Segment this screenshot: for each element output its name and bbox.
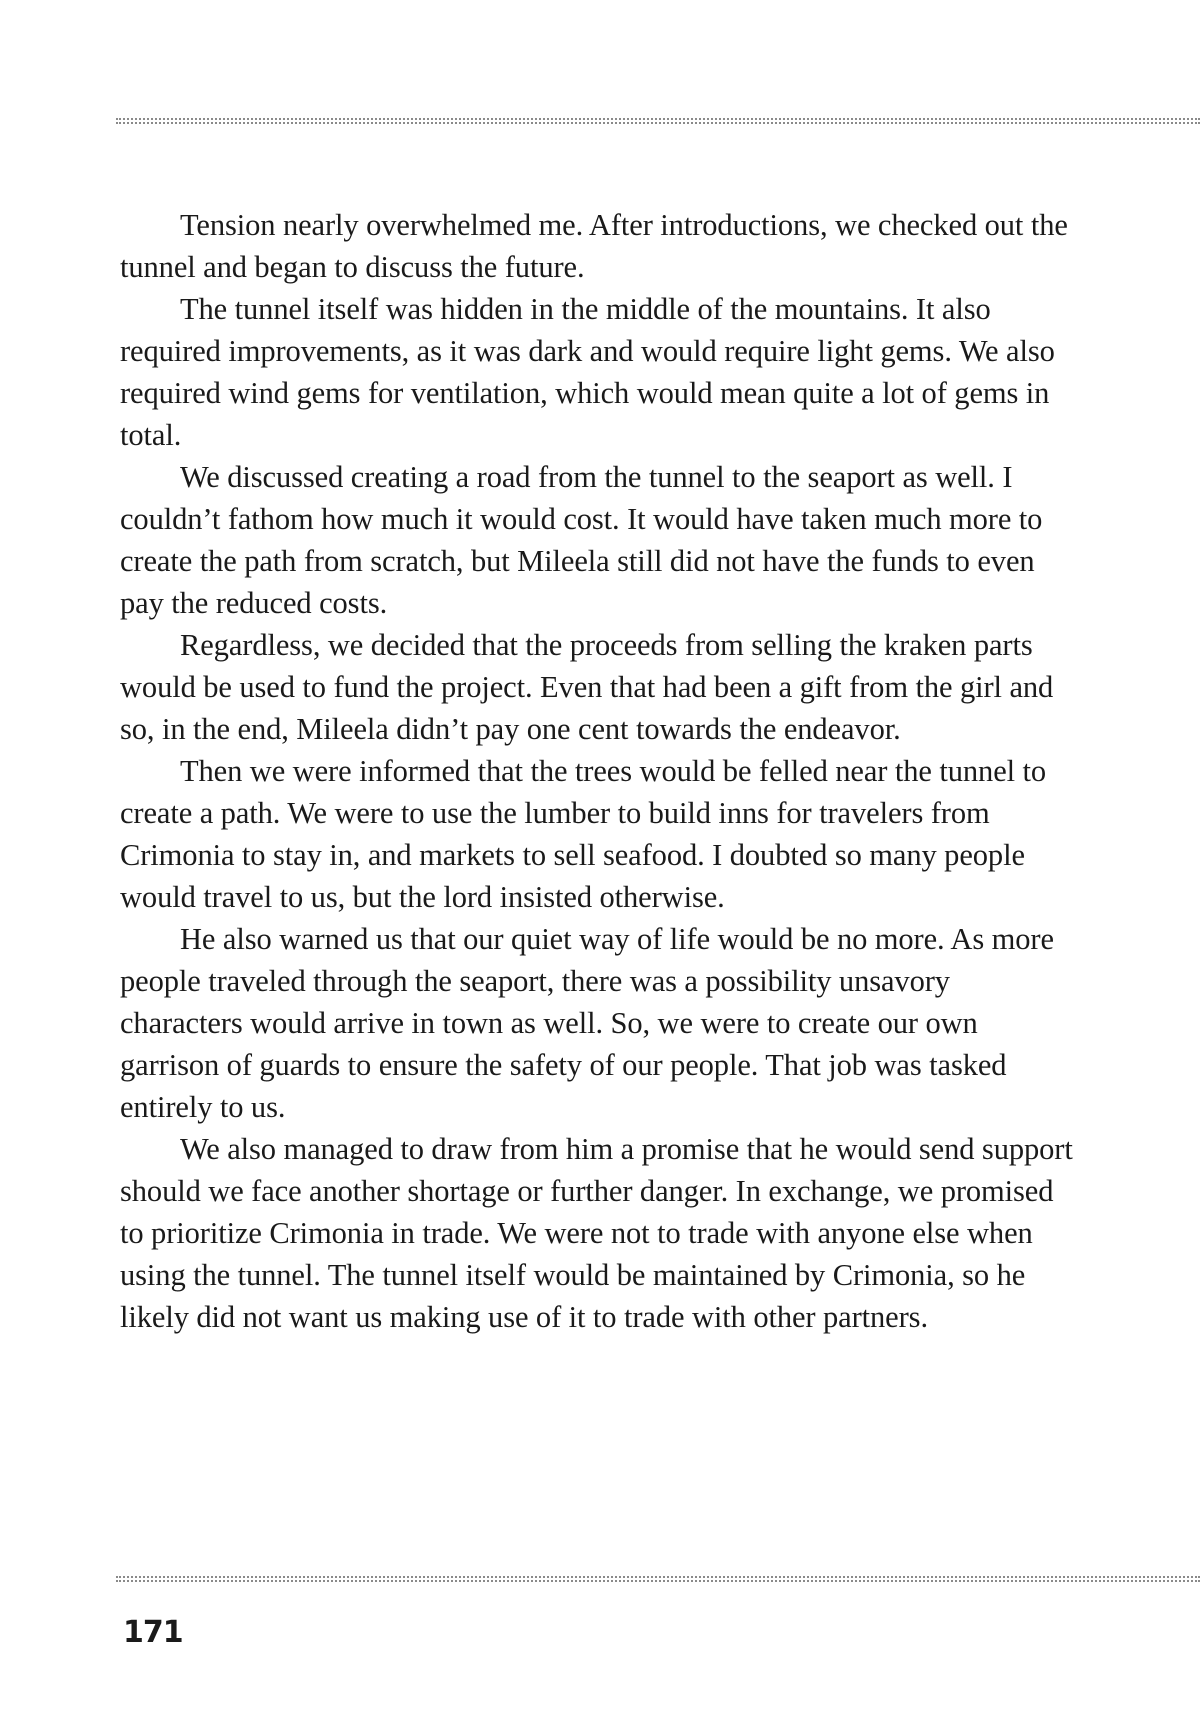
page-number: 171 xyxy=(123,1615,183,1650)
paragraph: We also managed to draw from him a promise that he would send support should we face another shortage or further danger. In exchange, we promised to prioritize Crimonia in trade. We were not to trade with anyone else when using the tunnel. The tunnel itself would be maintained by Crimonia, so he likely did not want us making use of it to trade with other partners. xyxy=(120,1132,1073,1334)
paragraph: Then we were informed that the trees would be felled near the tunnel to create a path. We were to use the lumber to build inns for travelers from Crimonia to stay in, and markets to sell seafood. I doubted so many people would travel to us, but the lord insisted otherwise. xyxy=(120,754,1047,914)
paragraph: We discussed creating a road from the tunnel to the seaport as well. I couldn’t fathom how much it would cost. It would have taken much more to create the path from scratch, but Mileela still did not have the funds to even pay the reduced costs. xyxy=(120,460,1043,620)
paragraph: The tunnel itself was hidden in the middle of the mountains. It also required improvements, as it was dark and would require light gems. We also required wind gems for ventilation, which would mean quite a lot of gems in total. xyxy=(120,292,1055,452)
paragraph: Regardless, we decided that the proceeds from selling the kraken parts would be used to fund the project. Even that had been a gift from the girl and so, in the end, Mileela didn’t pay one cent towards the endeavor. xyxy=(120,628,1054,746)
paragraph: He also warned us that our quiet way of life would be no more. As more people traveled through the seaport, there was a possibility unsavory characters would arrive in town as well. So, we were to create our own garrison of guards to ensure the safety of our people. That job was tasked entirely to us. xyxy=(120,922,1054,1124)
body-text xyxy=(120,204,1080,1338)
paragraph: Tension nearly overwhelmed me. After introductions, we checked out the tunnel and began to discuss the future. xyxy=(120,208,1068,284)
header-rule xyxy=(116,118,1200,124)
footer-rule xyxy=(116,1576,1200,1582)
